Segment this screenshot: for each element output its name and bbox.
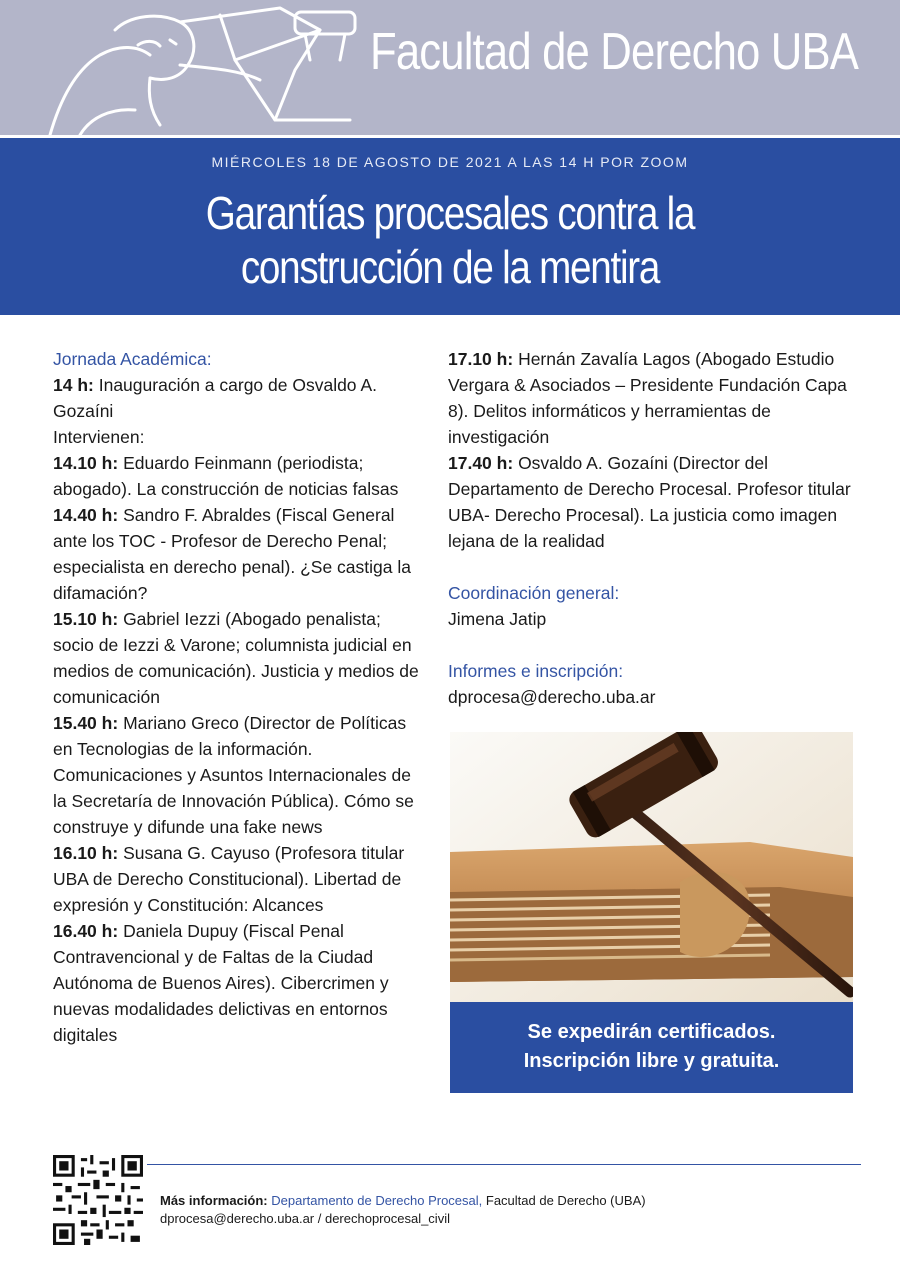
- coordinator-name: Jimena Jatip: [448, 609, 547, 629]
- program-item: 16.10 h: Susana G. Cayuso (Profesora titular UBA de Derecho Constitucional). Libertad de expresión y Constitución: Alcances: [53, 843, 405, 915]
- event-date: MIÉRCOLES 18 DE AGOSTO DE 2021 A LAS 14 H POR ZOOM: [211, 154, 689, 170]
- program-item: 15.40 h: Mariano Greco (Director de Políticas en Tecnologias de la información. Comunicaciones y Asuntos Internacionales de la Secretaría de Innovación Pública). Cómo se construye y difunde una fake news: [53, 713, 414, 837]
- gavel-book-image: [450, 732, 853, 1032]
- faculty-name: Facultad de Derecho (UBA): [485, 1193, 646, 1208]
- speakers-label: Intervienen:: [53, 427, 145, 447]
- footer-info: [160, 1192, 646, 1228]
- event-title: [72, 186, 828, 294]
- header: [0, 0, 900, 135]
- opening-time: 14 h:: [53, 375, 94, 395]
- coordination-label: Coordinación general:: [448, 583, 620, 603]
- program-item: 15.10 h: Gabriel Iezzi (Abogado penalista; socio de Iezzi & Varone; columnista judicial en medios de comunicación). Justicia y medios de comunicación: [53, 609, 419, 707]
- program-item: 16.40 h: Daniela Dupuy (Fiscal Penal Contravencional y de Faltas de la Ciudad Autónoma de Buenos Aires). Cibercrimen y nuevas modalidades delictivas en entornos digitales: [53, 921, 389, 1045]
- program-item: 14.10 h: Eduardo Feinmann (periodista; abogado). La construcción de noticias falsas: [53, 453, 399, 499]
- program-item: 17.40 h: Osvaldo A. Gozaíni (Director del Departamento de Derecho Procesal. Profesor titular UBA- Derecho Procesal). La justicia como imagen lejana de la realidad: [448, 453, 851, 551]
- more-info-label: Más información:: [160, 1193, 268, 1208]
- event-title-line-1: Garantías procesales contra la: [205, 187, 695, 239]
- footer-contact[interactable]: dprocesa@derecho.uba.ar / derechoprocesal_civil: [160, 1211, 450, 1226]
- certificate-line-2: Inscripción libre y gratuita.: [523, 1050, 780, 1072]
- program-label: Jornada Académica:: [53, 349, 212, 369]
- program-item: 17.10 h: Hernán Zavalía Lagos (Abogado Estudio Vergara & Asociados – Presidente Fundación Capa 8). Delitos informáticos y herramientas de investigación: [448, 349, 847, 447]
- faculty-title: Facultad de Derecho UBA: [369, 23, 858, 81]
- registration-label: Informes e inscripción:: [448, 661, 624, 681]
- justice-figure-logo: [20, 0, 370, 135]
- program-opening: [53, 372, 423, 424]
- qr-code-icon[interactable]: [53, 1155, 143, 1245]
- program-item: 14.40 h: Sandro F. Abraldes (Fiscal General ante los TOC - Profesor de Derecho Penal; especialista en derecho penal). ¿Se castiga la difamación?: [53, 505, 411, 603]
- certificate-line-1: Se expedirán certificados.: [527, 1021, 776, 1043]
- footer-divider: [147, 1164, 861, 1165]
- program-column-left: [53, 346, 423, 1048]
- department-link[interactable]: Departamento de Derecho Procesal,: [271, 1193, 483, 1208]
- registration-email[interactable]: dprocesa@derecho.uba.ar: [448, 687, 656, 707]
- event-title-line-2: construcción de la mentira: [240, 241, 660, 293]
- event-banner: [0, 138, 900, 315]
- opening-text: Inauguración a cargo de Osvaldo A. Gozaíni: [53, 375, 377, 421]
- program-column-right: [448, 346, 868, 710]
- certificate-notice: [450, 1002, 853, 1093]
